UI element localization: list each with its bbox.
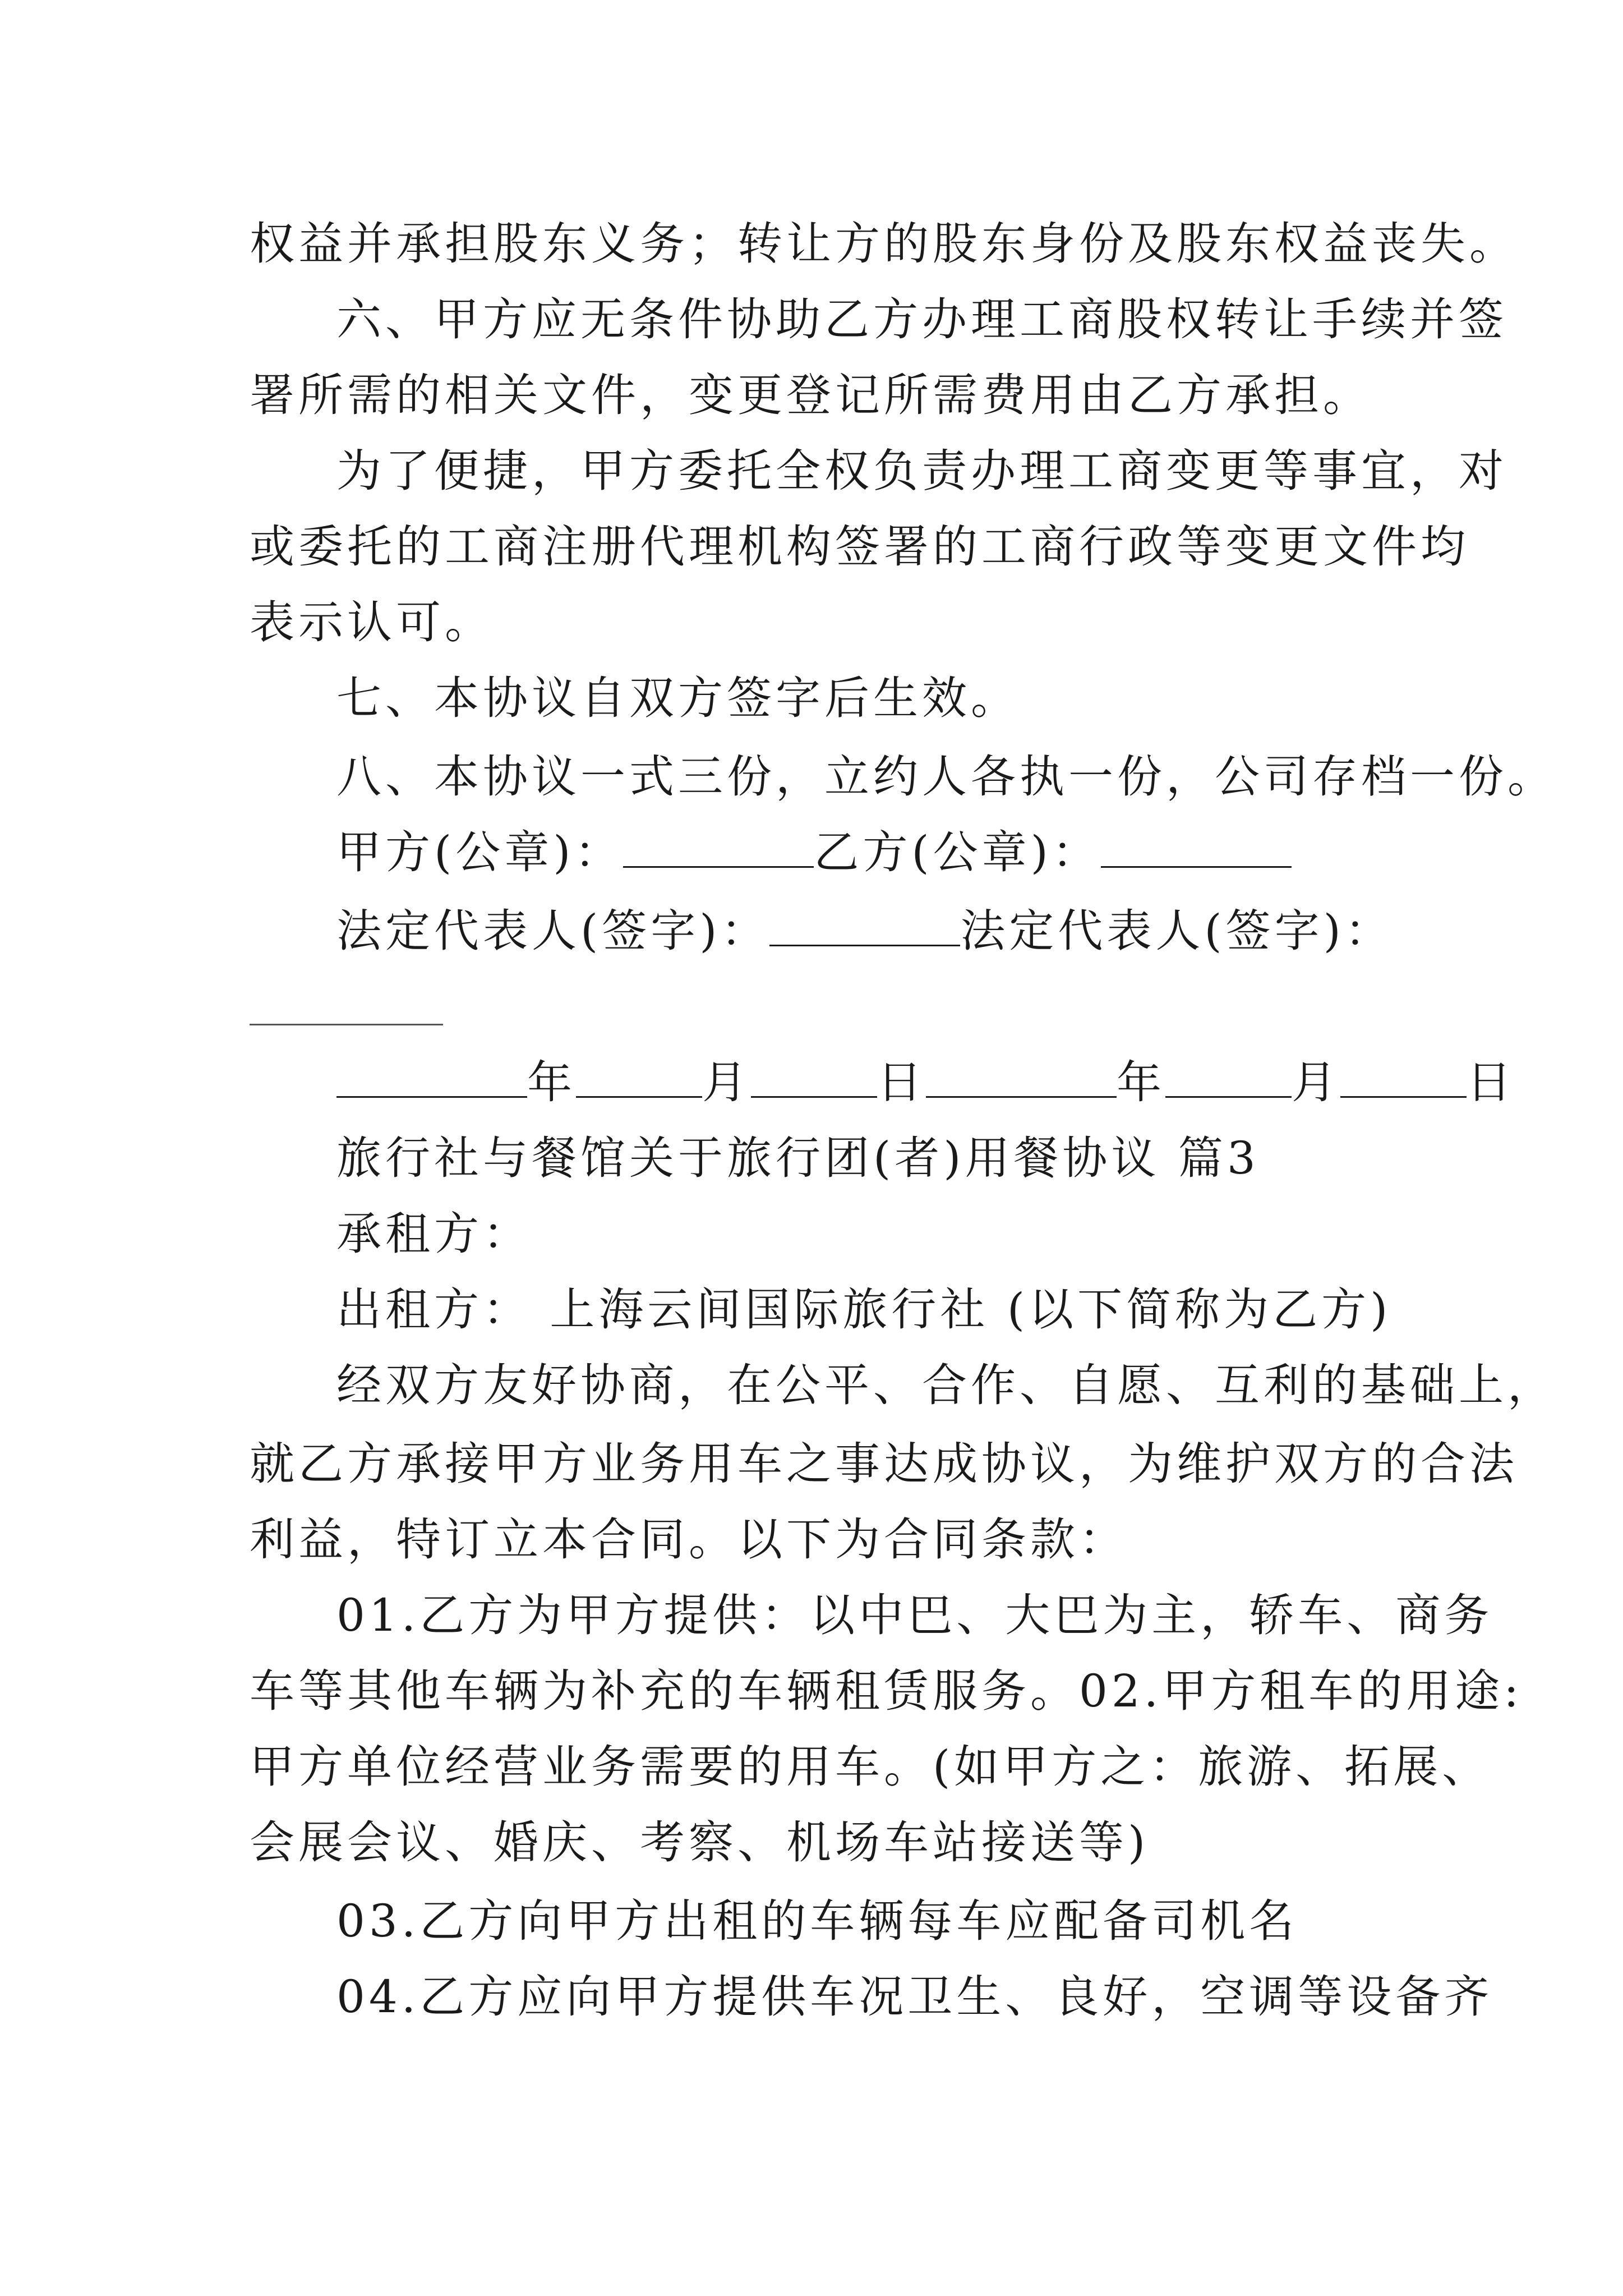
day-blank bbox=[751, 1057, 877, 1098]
day-label: 日 bbox=[877, 1056, 926, 1108]
party-b-seal-label: 乙方(公章)： bbox=[814, 826, 1101, 878]
text-line: 利益，特订立本合同。以下为合同条款： bbox=[250, 1513, 1128, 1566]
text-line: 01.乙方为甲方提供：以中巴、大巴为主，轿车、商务 bbox=[336, 1589, 1493, 1641]
legal-rep-a-label: 法定代表人(签字)： bbox=[336, 905, 770, 957]
month-blank bbox=[576, 1057, 702, 1098]
lessor-line: 出租方： 上海云间国际旅行社 (以下简称为乙方) bbox=[336, 1283, 1392, 1336]
text-line: 甲方单位经营业务需要的用车。(如甲方之：旅游、拓展、 bbox=[250, 1741, 1491, 1793]
text-line: 或委托的工商注册代理机构签署的工商行政等变更文件均 bbox=[250, 521, 1469, 573]
text-line: 表示认可。 bbox=[250, 596, 494, 648]
text-line: 就乙方承接甲方业务用车之事达成协议，为维护双方的合法 bbox=[250, 1438, 1518, 1490]
text-line: 会展会议、婚庆、考察、机场车站接送等) bbox=[250, 1816, 1150, 1869]
legal-rep-a-blank bbox=[769, 905, 960, 946]
text-line: 经双方友好协商，在公平、合作、自愿、互利的基础上， bbox=[336, 1359, 1556, 1411]
text-line: 七、本协议自双方签字后生效。 bbox=[336, 672, 1020, 724]
text-line: 署所需的相关文件，变更登记所需费用由乙方承担。 bbox=[250, 369, 1372, 421]
year-blank bbox=[336, 1057, 527, 1098]
legal-rep-b-blank bbox=[250, 1024, 443, 1025]
legal-rep-line bbox=[336, 903, 1394, 959]
text-line: 八、本协议一式三份，立约人各执一份，公司存档一份。 bbox=[336, 751, 1556, 803]
month-label-2: 月 bbox=[1292, 1056, 1340, 1108]
text-line: 六、甲方应无条件协助乙方办理工商股权转让手续并签 bbox=[336, 293, 1507, 346]
month-label: 月 bbox=[702, 1056, 751, 1108]
section-title: 旅行社与餐馆关于旅行团(者)用餐协议 篇3 bbox=[336, 1132, 1260, 1184]
party-a-seal-label: 甲方(公章)： bbox=[336, 826, 624, 878]
year-label: 年 bbox=[527, 1056, 576, 1108]
year-blank-2 bbox=[926, 1057, 1117, 1098]
party-a-seal-blank bbox=[623, 827, 814, 868]
month-blank-2 bbox=[1165, 1057, 1292, 1098]
party-b-seal-blank bbox=[1101, 827, 1292, 868]
legal-rep-b-label: 法定代表人(签字)： bbox=[960, 905, 1394, 957]
date-line bbox=[336, 1055, 1515, 1111]
text-line: 03.乙方向甲方出租的车辆每车应配备司机名 bbox=[336, 1895, 1298, 1947]
year-label-2: 年 bbox=[1117, 1056, 1165, 1108]
seal-line bbox=[336, 825, 1292, 881]
day-label-2: 日 bbox=[1467, 1056, 1515, 1108]
text-line: 车等其他车辆为补充的车辆租赁服务。02.甲方租车的用途: bbox=[250, 1665, 1523, 1717]
lessee-line: 承租方： bbox=[336, 1208, 532, 1260]
text-line: 为了便捷，甲方委托全权负责办理工商变更等事宜，对 bbox=[336, 445, 1507, 497]
text-line: 权益并承担股东义务；转让方的股东身份及股东权益丧失。 bbox=[250, 218, 1518, 270]
text-line: 04.乙方应向甲方提供车况卫生、良好，空调等设备齐 bbox=[336, 1971, 1493, 2023]
day-blank-2 bbox=[1340, 1057, 1467, 1098]
